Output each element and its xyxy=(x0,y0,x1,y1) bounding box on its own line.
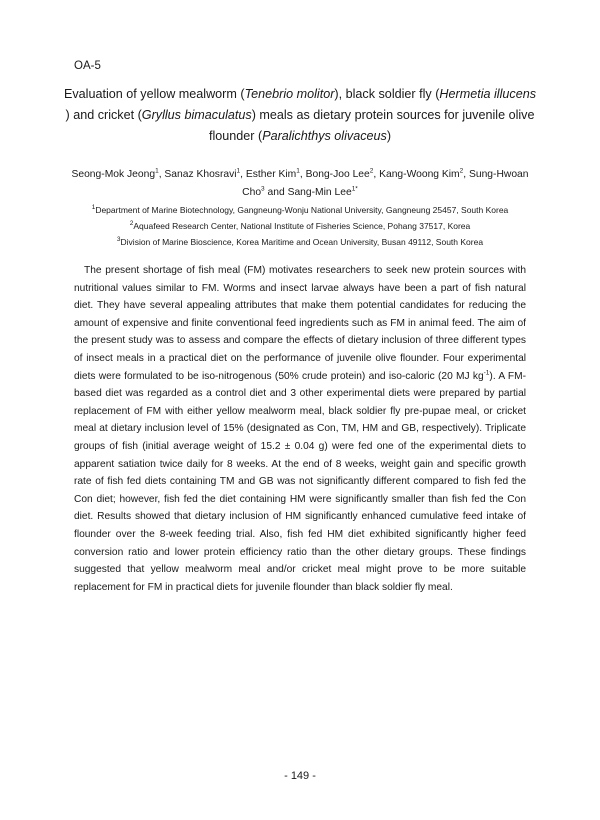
author-name: Bong-Joo Lee xyxy=(305,169,370,180)
author-list xyxy=(60,166,540,202)
author-affiliation-mark: 1 xyxy=(296,167,300,175)
author-affiliation-mark: 2 xyxy=(459,167,464,175)
title-text: ) xyxy=(386,129,392,143)
author-affiliation-mark: 3 xyxy=(261,185,265,193)
author-affiliation-mark: 2 xyxy=(369,167,374,175)
abstract-text: ). A FM-based diet was regarded as a control diet and 3 other experimental diets were prepared by partial replacement of FM with either yellow mealworm meal, black soldier fly pre-pupae meal, or cricket meal at dietary inclusion level of 15% (designated as Con, TM, HM and GB, respectively). Triplicate groups of fish (initial average weight of 15.2 ± 0.04 g) were fed one of the experimental diets to apparent satiation twice daily for 8 weeks. At the end of 8 weeks, weight gain and specific growth rate of fish fed diets containing TM and GB was not significantly different compared to fish fed the Con diet; however, fish fed the diet containing HM were significantly smaller than fish fed the Con diet. Results showed that dietary inclusion of HM significantly enhanced cumulative feed intake of flounder over the 8-week feeding trial. Also, fish fed HM diet exhibited significantly higher feed conversion ratio and lower protein efficiency ratio than the other dietary groups. These findings suggested that yellow mealworm meal and/or cricket meal might prove to be more suitable replacement for FM in practical diets for juvenile flounder than black soldier fly meal. xyxy=(74,370,526,593)
title-text: ) and cricket ( xyxy=(65,108,142,122)
paper-title xyxy=(60,84,540,147)
title-species: Paralichthys olivaceus xyxy=(262,129,387,143)
author-separator: , xyxy=(373,169,380,180)
affiliation xyxy=(60,234,540,250)
author-name: Sanaz Khosravi xyxy=(164,169,237,180)
title-text: Evaluation of yellow mealworm ( xyxy=(63,87,245,101)
abstract-body xyxy=(74,262,526,596)
affiliation-text: Division of Marine Bioscience, Korea Maritime and Ocean University, Busan 49112, South Korea xyxy=(120,237,484,247)
author-separator: , xyxy=(463,169,469,180)
affiliation-text: Aquafeed Research Center, National Institute of Fisheries Science, Pohang 37517, Korea xyxy=(133,221,471,231)
affiliation xyxy=(60,202,540,218)
author-name: Sang-Min Lee xyxy=(287,187,352,198)
affiliation-list xyxy=(60,202,540,250)
author-affiliation-mark: 1 xyxy=(236,167,241,175)
title-text: ) meals as dietary protein sources for juvenile olive flounder ( xyxy=(208,108,535,143)
author-separator: , xyxy=(299,169,306,180)
affiliation xyxy=(60,218,540,234)
author-name: Sung-Hwoan Cho xyxy=(242,169,529,198)
abstract-text: The present shortage of fish meal (FM) motivates researchers to seek new protein sources with nutritional values similar to FM. Worms and insect larvae always have been a part of fish natural diet. They have several appealing attributes that make them potential candidates for reducing the amount of expensive and finite conventional feed ingredients such as FM in animal feed. The aim of the present study was to assess and compare the effects of dietary inclusion of three different types of insect meals in a practical diet on the performance of juvenile olive flounder. Four experimental diets were formulated to be iso-nitrogenous (50% crude protein) and iso-caloric (20 MJ kg xyxy=(74,265,526,382)
unit-exponent: -1 xyxy=(483,369,490,377)
author-separator: , xyxy=(240,169,246,180)
title-text: ), black soldier fly ( xyxy=(334,87,440,101)
session-code: OA-5 xyxy=(74,60,101,72)
author-name: Esther Kim xyxy=(245,169,297,180)
author-name: Seong-Mok Jeong xyxy=(71,169,156,180)
affiliation-mark: 1 xyxy=(91,204,96,212)
author-affiliation-mark: 1* xyxy=(351,185,358,193)
affiliation-text: Department of Marine Biotechnology, Gangneung-Wonju National University, Gangneung 25457, South Korea xyxy=(95,205,509,215)
title-species: Hermetia illucens xyxy=(439,87,536,101)
affiliation-mark: 3 xyxy=(116,236,121,244)
title-species: Tenebrio molitor xyxy=(244,87,335,101)
page-number: - 149 - xyxy=(284,770,316,782)
title-species: Gryllus bimaculatus xyxy=(141,108,252,122)
author-separator: and xyxy=(264,187,288,198)
affiliation-mark: 2 xyxy=(129,220,134,228)
author-name: Kang-Woong Kim xyxy=(379,169,460,180)
author-affiliation-mark: 1 xyxy=(155,167,159,175)
author-separator: , xyxy=(158,169,165,180)
